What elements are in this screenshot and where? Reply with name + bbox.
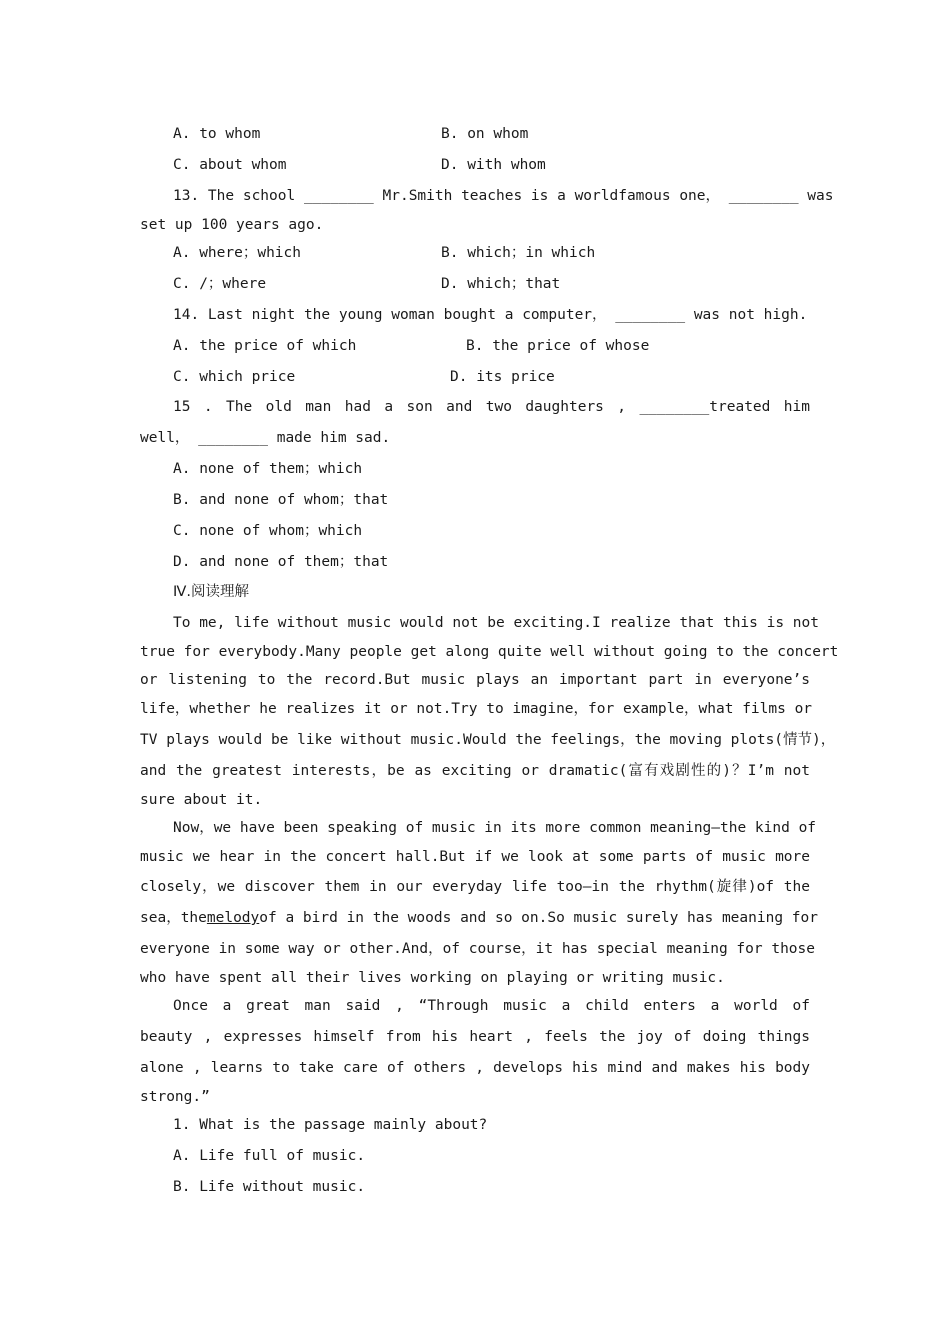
passage-p2-line: who have spent all their lives working on playing or writing music. — [140, 970, 725, 986]
q13-option-d: D. which；that — [441, 276, 561, 292]
passage-p1-line: sure about it. — [140, 792, 263, 808]
q13-option-a: A. where；which — [173, 245, 301, 261]
passage-p2-melody-line — [140, 908, 818, 928]
q15-stem-line2: well， ________ made him sad. — [140, 430, 391, 446]
underlined-word-melody: melody — [206, 910, 260, 926]
q14-stem: 14. Last night the young woman bought a computer， ________ was not high. — [173, 307, 808, 323]
q13-stem-line1: 13. The school ________ Mr.Smith teaches is a worldfamous one， ________ was — [173, 188, 834, 204]
passage-p3-line: Once a great man said , “Through music a child enters a world of — [173, 998, 810, 1014]
passage-p2-line: Now，we have been speaking of music in its more common meaning—the kind of — [173, 820, 817, 836]
passage-p3-line: beauty , expresses himself from his heart , feels the joy of doing things — [140, 1029, 810, 1045]
passage-p2-line: everyone in some way or other.And，of course，it has special meaning for those — [140, 941, 816, 957]
passage-p3-line: strong.” — [140, 1089, 210, 1105]
q13-option-b: B. which；in which — [441, 245, 596, 261]
q1-option-a: A. Life full of music. — [173, 1148, 366, 1164]
passage-p2-line: music we hear in the concert hall.But if we look at some parts of music more — [140, 849, 810, 865]
passage-p2-segment: sea，the — [140, 910, 207, 926]
passage-p1-line: or listening to the record.But music plays an important part in everyone’s — [140, 672, 810, 688]
passage-p2-line: closely，we discover them in our everyday life too—in the rhythm(旋律)of the — [140, 879, 810, 895]
passage-p1-line: life，whether he realizes it or not.Try to imagine，for example，what films or — [140, 701, 813, 717]
q14-option-d: D. its price — [450, 369, 555, 385]
q12-option-c: C. about whom — [173, 157, 287, 173]
q14-option-c: C. which price — [173, 369, 296, 385]
q12-option-b: B. on whom — [441, 126, 529, 142]
q15-stem-line1: 15 . The old man had a son and two daughters , ________treated him — [173, 399, 810, 415]
q1-stem: 1. What is the passage mainly about? — [173, 1117, 488, 1133]
q12-option-d: D. with whom — [441, 157, 546, 173]
passage-p2-segment: of a bird in the woods and so on.So music surely has meaning for — [259, 910, 818, 926]
q15-option-c: C. none of whom；which — [173, 523, 363, 539]
passage-p3-line: alone , learns to take care of others , develops his mind and makes his body — [140, 1060, 810, 1076]
passage-p1-line: To me, life without music would not be exciting.I realize that this is not — [173, 615, 820, 631]
q1-option-b: B. Life without music. — [173, 1179, 366, 1195]
q13-stem-line2: set up 100 years ago. — [140, 217, 324, 233]
section-heading: Ⅳ.阅读理解 — [173, 584, 249, 600]
q15-option-d: D. and none of them；that — [173, 554, 389, 570]
q12-option-a: A. to whom — [173, 126, 261, 142]
q14-option-b: B. the price of whose — [466, 338, 650, 354]
q15-option-b: B. and none of whom；that — [173, 492, 389, 508]
passage-p1-line: TV plays would be like without music.Would the feelings，the moving plots(情节)， — [140, 732, 836, 748]
q13-option-c: C. /；where — [173, 276, 267, 292]
q14-option-a: A. the price of which — [173, 338, 357, 354]
passage-p1-line: true for everybody.Many people get along quite well without going to the concert — [140, 644, 839, 660]
q15-option-a: A. none of them；which — [173, 461, 363, 477]
passage-p1-line: and the greatest interests，be as exciting or dramatic(富有戏剧性的)？I’m not — [140, 763, 810, 779]
